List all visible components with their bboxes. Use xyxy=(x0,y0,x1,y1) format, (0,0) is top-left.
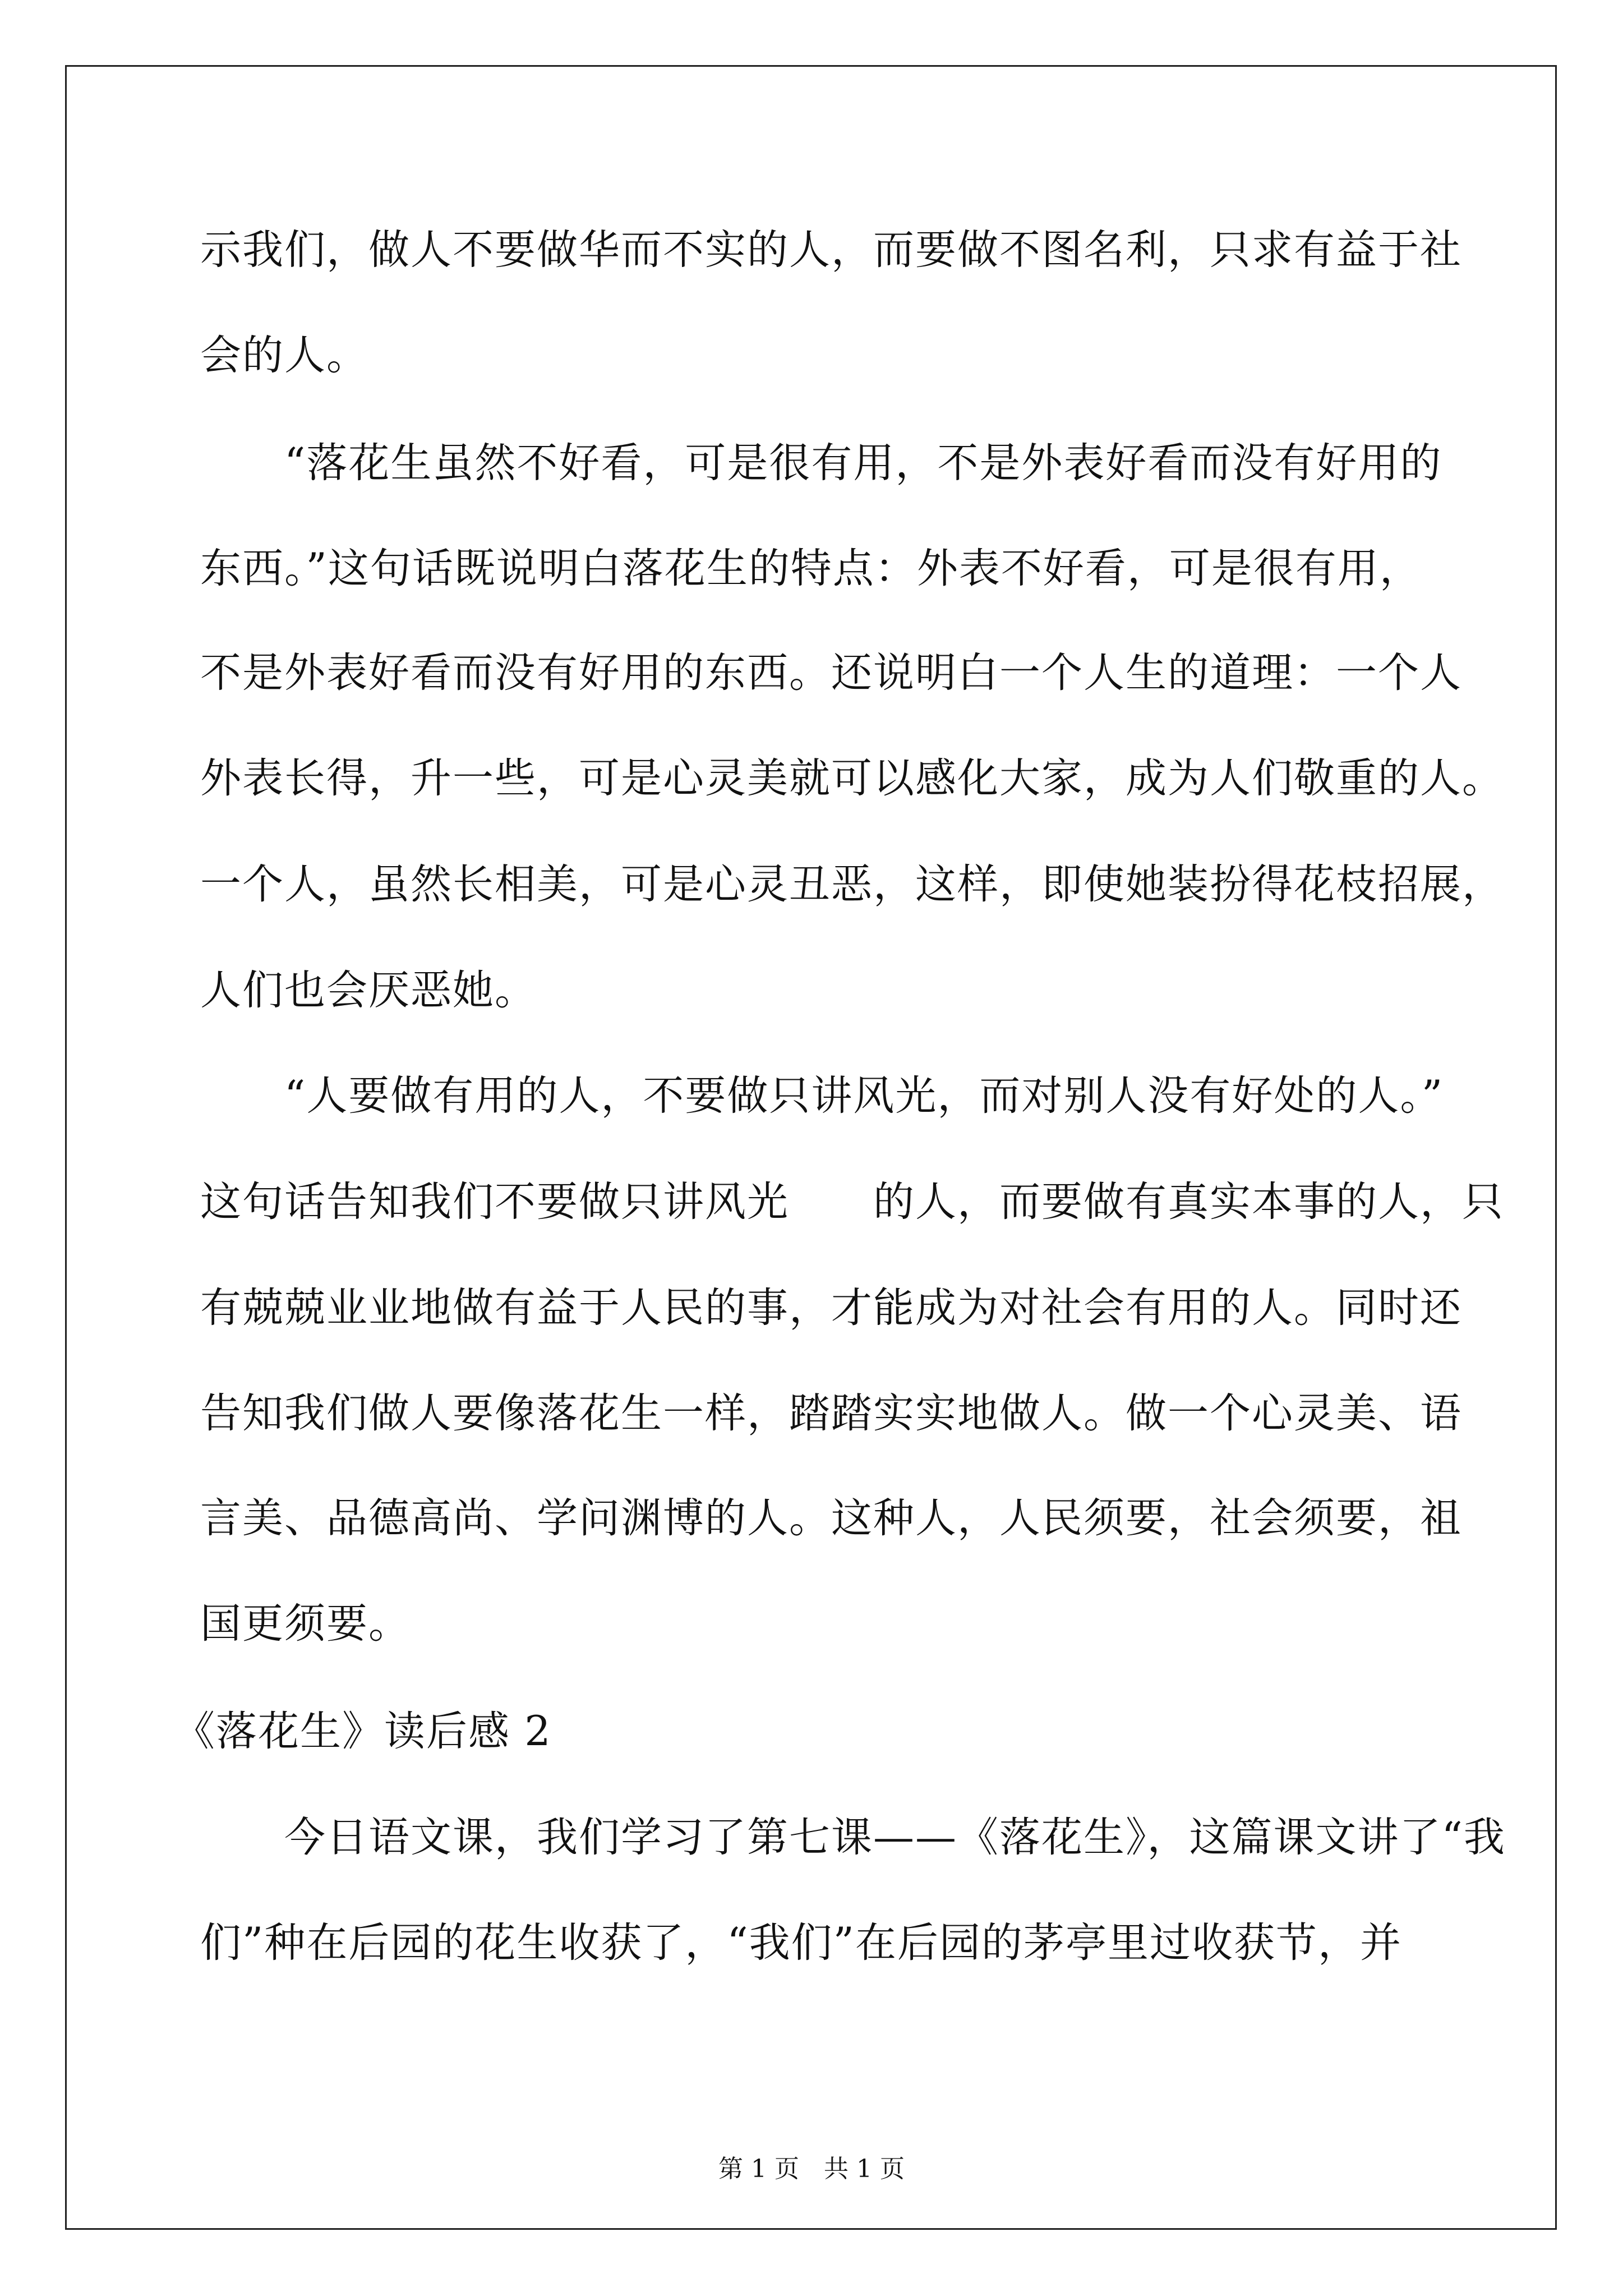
text-line: 不是外表好看而没有好用的东西。还说明白一个人生的道理：一个人 xyxy=(200,649,1462,697)
text-line: 外表长得，升一些，可是心灵美就可以感化大家，成为人们敬重的人。 xyxy=(200,754,1504,802)
text-line: 东西。”这句话既说明白落花生的特点：外表不好看，可是很有用， xyxy=(200,545,1422,592)
text-line: “落花生虽然不好看，可是很有用，不是外表好看而没有好用的 xyxy=(200,439,1442,487)
text-line: “人要做有用的人，不要做只讲风光，而对别人没有好处的人。” xyxy=(200,1072,1444,1120)
page-number-footer: 第 1 页 共 1 页 xyxy=(718,2155,905,2183)
text-line: 有兢兢业业地做有益于人民的事，才能成为对社会有用的人。同时还 xyxy=(200,1284,1462,1332)
text-line: 会的人。 xyxy=(200,332,368,379)
text-line: 今日语文课，我们学习了第七课——《落花生》，这篇课文讲了“我 xyxy=(200,1814,1506,1861)
text-line: 人们也会厌恶她。 xyxy=(200,967,537,1014)
text-line: 言美、品德高尚、学问渊博的人。这种人，人民须要，社会须要，祖 xyxy=(200,1494,1462,1542)
text-line: 这句话告知我们不要做只讲风光 的人，而要做有真实本事的人，只 xyxy=(200,1178,1504,1226)
text-line: 示我们，做人不要做华而不实的人，而要做不图名利，只求有益于社 xyxy=(200,226,1462,274)
text-line: 一个人，虽然长相美，可是心灵丑恶，这样，即使她装扮得花枝招展， xyxy=(200,861,1504,908)
page-border xyxy=(65,65,1557,2230)
text-line: 告知我们做人要像落花生一样，踏踏实实地做人。做一个心灵美、语 xyxy=(200,1389,1462,1437)
text-line: 们”种在后园的花生收获了，“我们”在后园的茅亭里过收获节，并 xyxy=(200,1919,1402,1967)
text-line: 国更须要。 xyxy=(200,1600,411,1648)
section-heading: 《落花生》读后感 2 xyxy=(174,1708,552,1755)
